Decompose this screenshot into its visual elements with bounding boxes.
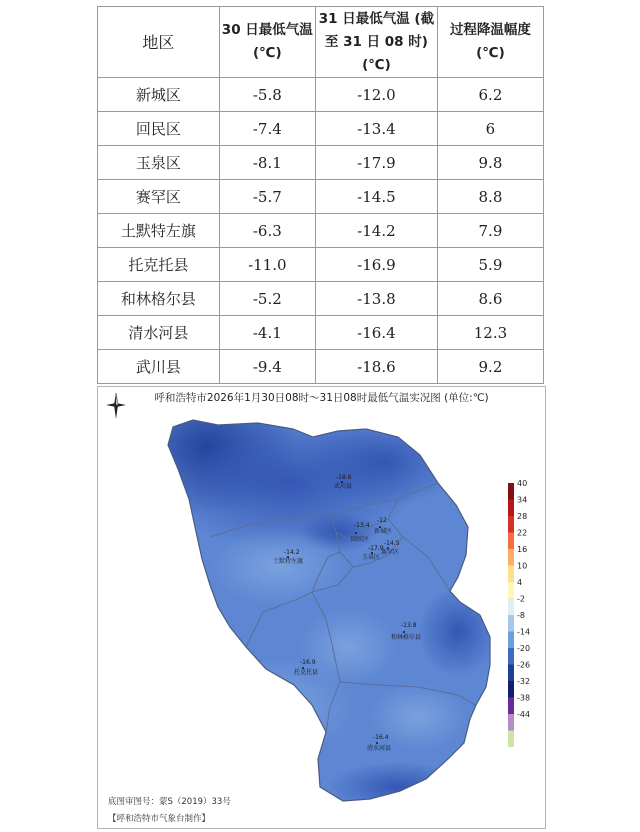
- cell-drop: 6: [437, 112, 543, 146]
- legend-swatch: [508, 648, 514, 665]
- cell-drop: 8.8: [437, 180, 543, 214]
- legend-swatch: [508, 615, 514, 632]
- legend-swatch: [508, 483, 514, 500]
- cell-jan31: -14.5: [315, 180, 437, 214]
- legend-swatch: [508, 582, 514, 599]
- table-row: [98, 112, 544, 146]
- label-yuquan-value: -17.9: [368, 545, 384, 552]
- table-row: [98, 180, 544, 214]
- cell-jan30: -9.4: [219, 350, 315, 384]
- table-row: [98, 248, 544, 282]
- cell-jan31: -14.2: [315, 214, 437, 248]
- table-row: [98, 350, 544, 384]
- cell-drop: 8.6: [437, 282, 543, 316]
- legend-tick-label: -26: [517, 660, 531, 670]
- legend-ticks: [517, 479, 530, 719]
- label-xincheng-value: -12: [377, 517, 387, 524]
- legend-swatch: [508, 533, 514, 550]
- cell-drop: 6.2: [437, 78, 543, 112]
- cell-drop: 9.8: [437, 146, 543, 180]
- cell-jan30: -5.8: [219, 78, 315, 112]
- legend-tick-label: -20: [517, 644, 531, 653]
- label-xincheng: 新城区: [374, 528, 393, 535]
- station-huimin: [355, 532, 357, 534]
- cell-drop: 9.2: [437, 350, 543, 384]
- legend-swatch: [508, 665, 514, 682]
- legend-swatch: [508, 698, 514, 715]
- cell-region: 玉泉区: [98, 146, 220, 180]
- label-tuoketuo: 托克托县: [294, 669, 319, 676]
- cell-jan31: -18.6: [315, 350, 437, 384]
- temperature-legend: [506, 479, 542, 751]
- temperature-map-panel: [97, 386, 546, 829]
- label-wuchuan-value: -18.6: [336, 474, 352, 481]
- header-jan31-min: [315, 7, 437, 78]
- legend-tick-label: -38: [517, 693, 531, 703]
- cell-jan30: -11.0: [219, 248, 315, 282]
- legend-tick-label: -32: [517, 677, 531, 686]
- cell-jan30: -5.7: [219, 180, 315, 214]
- table-row: [98, 146, 544, 180]
- map-producer-credit: 【呼和浩特市气象台制作】: [108, 814, 211, 824]
- table-header-row: [98, 7, 544, 78]
- legend-tick-label: -8: [517, 611, 525, 620]
- legend-swatch: [508, 516, 514, 533]
- legend-swatch: [508, 681, 514, 698]
- legend-swatch: [508, 566, 514, 583]
- legend-tick-label: 28: [517, 512, 528, 521]
- cell-region: 武川县: [98, 350, 220, 384]
- cell-jan30: -5.2: [219, 282, 315, 316]
- label-yuquan: 玉泉区: [362, 554, 381, 561]
- cell-region: 清水河县: [98, 316, 220, 350]
- header-drop-line1: 过程降温幅度: [449, 22, 531, 38]
- legend-tick-label: 10: [517, 561, 528, 571]
- header-jan31-line1: 31 日最低气温 (截: [318, 10, 435, 27]
- legend-swatch: [508, 714, 514, 731]
- cell-region: 和林格尔县: [98, 282, 220, 316]
- legend-swatch: [508, 731, 514, 748]
- temperature-table: [97, 6, 544, 384]
- cell-jan31: -13.8: [315, 282, 437, 316]
- legend-tick-label: -2: [517, 594, 525, 604]
- map-approval-number: 底图审图号：蒙S（2019）33号: [108, 797, 231, 807]
- map-title: 呼和浩特市2026年1月30日08时～31日08时最低气温实况图 (单位:℃): [154, 392, 489, 404]
- station-wuchuan: [341, 481, 343, 483]
- legend-tick-label: -44: [517, 710, 531, 719]
- cell-jan31: -16.4: [315, 316, 437, 350]
- legend-swatch: [508, 500, 514, 517]
- cell-region: 托克托县: [98, 248, 220, 282]
- cell-jan31: -16.9: [315, 248, 437, 282]
- legend-swatch: [508, 599, 514, 616]
- station-yuquan: [371, 552, 373, 554]
- label-saihan: 赛罕区: [381, 549, 400, 556]
- station-xincheng: [379, 526, 381, 528]
- cell-jan31: -12.0: [315, 78, 437, 112]
- label-helin: 和林格尔县: [391, 634, 422, 641]
- label-helin-value: -13.8: [401, 622, 417, 629]
- station-saihan: [387, 547, 389, 549]
- cell-drop: 7.9: [437, 214, 543, 248]
- cell-drop: 12.3: [437, 316, 543, 350]
- header-region: 地区: [98, 7, 220, 78]
- station-tumote: [287, 556, 289, 558]
- header-drop-line2: (℃): [476, 45, 505, 61]
- legend-tick-label: -14: [517, 627, 531, 637]
- legend-color-bar: [508, 483, 514, 747]
- cell-region: 赛罕区: [98, 180, 220, 214]
- header-jan30-min: [219, 7, 315, 78]
- cell-region: 土默特左旗: [98, 214, 220, 248]
- station-qingshui: [376, 742, 378, 744]
- legend-tick-label: 34: [517, 495, 528, 505]
- header-jan31-line2: 至 31 日 08 时)(℃): [324, 33, 428, 73]
- cell-drop: 5.9: [437, 248, 543, 282]
- cell-jan31: -13.4: [315, 112, 437, 146]
- legend-tick-label: 16: [517, 545, 528, 554]
- legend-tick-label: 4: [517, 578, 523, 587]
- station-tuoketuo: [302, 667, 304, 669]
- label-huimin: 回民区: [351, 536, 370, 543]
- legend-tick-label: 40: [517, 479, 528, 488]
- north-arrow-icon: [104, 391, 128, 421]
- header-jan30-line2: (℃): [252, 45, 282, 61]
- label-saihan-value: -14.5: [384, 540, 400, 547]
- cell-region: 回民区: [98, 112, 220, 146]
- label-tumote-value: -14.2: [284, 549, 300, 556]
- cell-region: 新城区: [98, 78, 220, 112]
- cell-jan30: -4.1: [219, 316, 315, 350]
- cell-jan31: -17.9: [315, 146, 437, 180]
- label-qingshui: 清水河县: [367, 745, 392, 752]
- legend-tick-label: 22: [517, 528, 528, 538]
- table-row: [98, 78, 544, 112]
- table-row: [98, 214, 544, 248]
- label-qingshui-value: -16.4: [373, 734, 389, 741]
- header-temp-drop: [437, 7, 543, 78]
- label-wuchuan: 武川县: [334, 483, 353, 490]
- station-helin: [403, 631, 405, 633]
- label-tumote: 土默特左旗: [273, 558, 304, 565]
- legend-swatch: [508, 549, 514, 566]
- cell-jan30: -7.4: [219, 112, 315, 146]
- label-tuoketuo-value: -16.9: [300, 659, 316, 666]
- legend-swatch: [508, 632, 514, 649]
- table-row: [98, 282, 544, 316]
- header-jan30-line1: 30 日最低气温: [221, 22, 313, 38]
- table-row: [98, 316, 544, 350]
- cell-jan30: -8.1: [219, 146, 315, 180]
- temperature-map: [98, 387, 545, 828]
- label-huimin-value: -13.4: [354, 522, 370, 529]
- cell-jan30: -6.3: [219, 214, 315, 248]
